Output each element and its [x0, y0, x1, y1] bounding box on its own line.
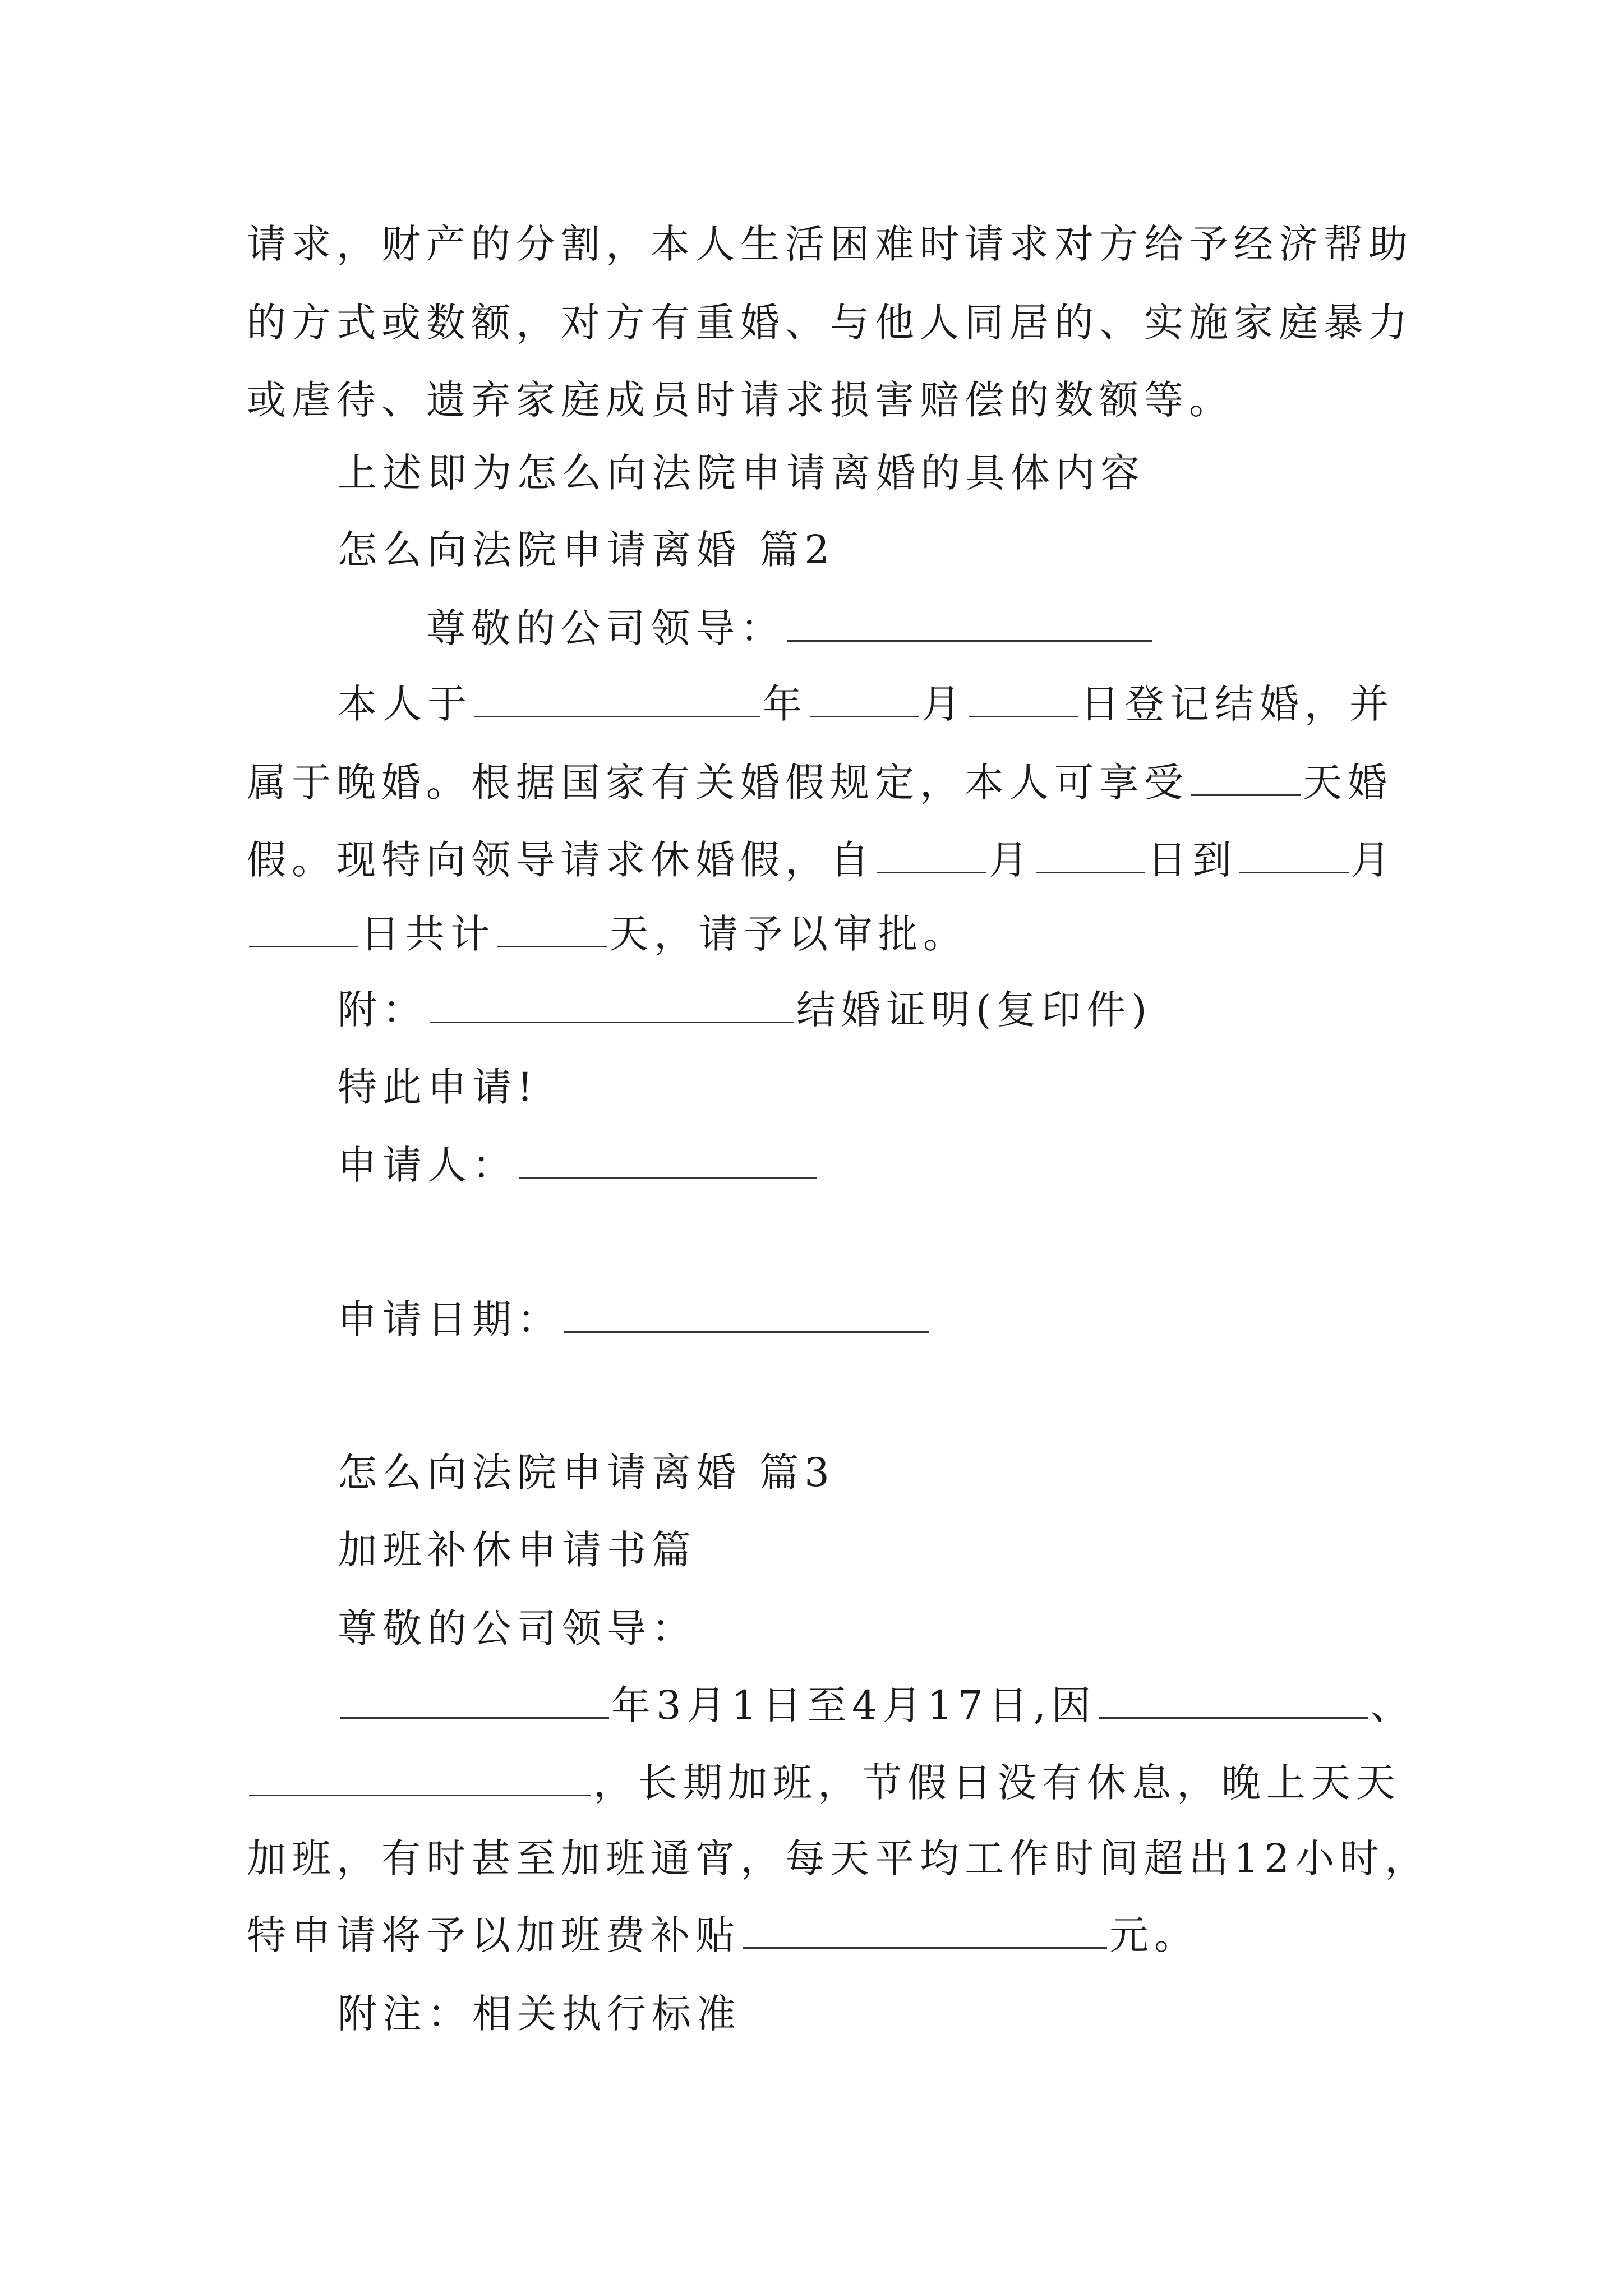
paragraph-line	[247, 909, 968, 959]
text: 怎么向法院申请离婚 篇3	[338, 1450, 835, 1496]
paragraph-line	[247, 1910, 1199, 1961]
fill-blank	[340, 1685, 609, 1719]
greeting-line	[426, 603, 1154, 654]
text: 尊敬的公司领导：	[426, 605, 785, 651]
text: 天，请予以审批。	[609, 911, 968, 957]
paragraph-line	[247, 375, 1234, 425]
text: 日到	[1147, 837, 1237, 883]
fill-blank	[430, 989, 794, 1023]
closing-line	[338, 1062, 538, 1112]
fill-blank	[519, 1144, 817, 1179]
attachment-line	[338, 984, 1152, 1035]
text: 月	[1351, 837, 1396, 883]
text: 结婚证明(复印件)	[796, 987, 1152, 1033]
text: 加班，有时甚至加班通宵，每天平均工作时间超出12小时，	[247, 1835, 1430, 1881]
text: 或虐待、遗弃家庭成员时请求损害赔偿的数额等。	[247, 377, 1234, 423]
fill-blank	[1099, 1685, 1368, 1719]
paragraph-line	[338, 679, 1394, 729]
text: 日共计	[361, 911, 495, 957]
text: 日登记结婚，并	[1080, 681, 1394, 727]
fill-blank	[249, 1762, 591, 1796]
text: 申请日期：	[338, 1296, 562, 1342]
fill-blank	[497, 913, 607, 947]
fill-blank	[1239, 839, 1349, 873]
fill-blank	[474, 683, 760, 717]
applicant-line	[338, 1140, 819, 1190]
paragraph-line	[247, 1833, 1430, 1884]
paragraph-line	[247, 297, 1413, 348]
date-line	[338, 1294, 931, 1345]
text: 天婚	[1303, 760, 1393, 806]
subtitle-line	[338, 1525, 697, 1575]
text: 假。现特向领导请求休婚假，自	[247, 837, 875, 883]
text: 、	[1370, 1682, 1415, 1728]
text: 的方式或数额，对方有重婚、与他人同居的、实施家庭暴力	[247, 300, 1413, 346]
paragraph-line	[247, 1757, 1401, 1808]
fill-blank	[1191, 762, 1301, 796]
fill-blank	[969, 683, 1078, 717]
text: 怎么向法院申请离婚 篇2	[338, 527, 835, 573]
fill-blank	[743, 1915, 1107, 1949]
text: 附注：相关执行标准	[338, 1991, 741, 2037]
text: 请求，财产的分割，本人生活困难时请求对方给予经济帮助	[247, 221, 1413, 267]
note-line	[338, 1989, 741, 2039]
fill-blank	[1036, 839, 1145, 873]
text: ，长期加班，节假日没有休息，晚上天天	[593, 1760, 1401, 1806]
paragraph-line	[247, 219, 1413, 269]
fill-blank	[564, 1299, 929, 1333]
text: 申请人：	[338, 1142, 517, 1188]
text: 月	[989, 837, 1034, 883]
greeting-line	[338, 1603, 697, 1654]
fill-blank	[810, 683, 919, 717]
text: 附：	[338, 987, 427, 1033]
text: 特此申请!	[338, 1064, 539, 1110]
summary-line	[338, 448, 1145, 498]
text: 特申请将予以加班费补贴	[247, 1912, 740, 1958]
section-heading	[338, 524, 835, 575]
text: 年3月1日至4月17日,因	[611, 1682, 1096, 1728]
fill-blank	[249, 913, 358, 947]
text: 尊敬的公司领导：	[338, 1605, 697, 1651]
paragraph-line	[338, 1680, 1415, 1731]
fill-blank	[877, 839, 986, 873]
text: 属于晚婚。根据国家有关婚假规定，本人可享受	[247, 760, 1189, 806]
paragraph-line	[247, 757, 1393, 808]
text: 加班补休申请书篇	[338, 1527, 697, 1573]
text: 元。	[1109, 1912, 1199, 1958]
paragraph-line	[247, 835, 1396, 885]
text: 月	[921, 681, 966, 727]
text: 本人于	[338, 681, 472, 727]
fill-blank	[787, 608, 1152, 642]
text: 年	[763, 681, 808, 727]
section-heading	[338, 1447, 835, 1498]
text: 上述即为怎么向法院申请离婚的具体内容	[338, 450, 1145, 496]
